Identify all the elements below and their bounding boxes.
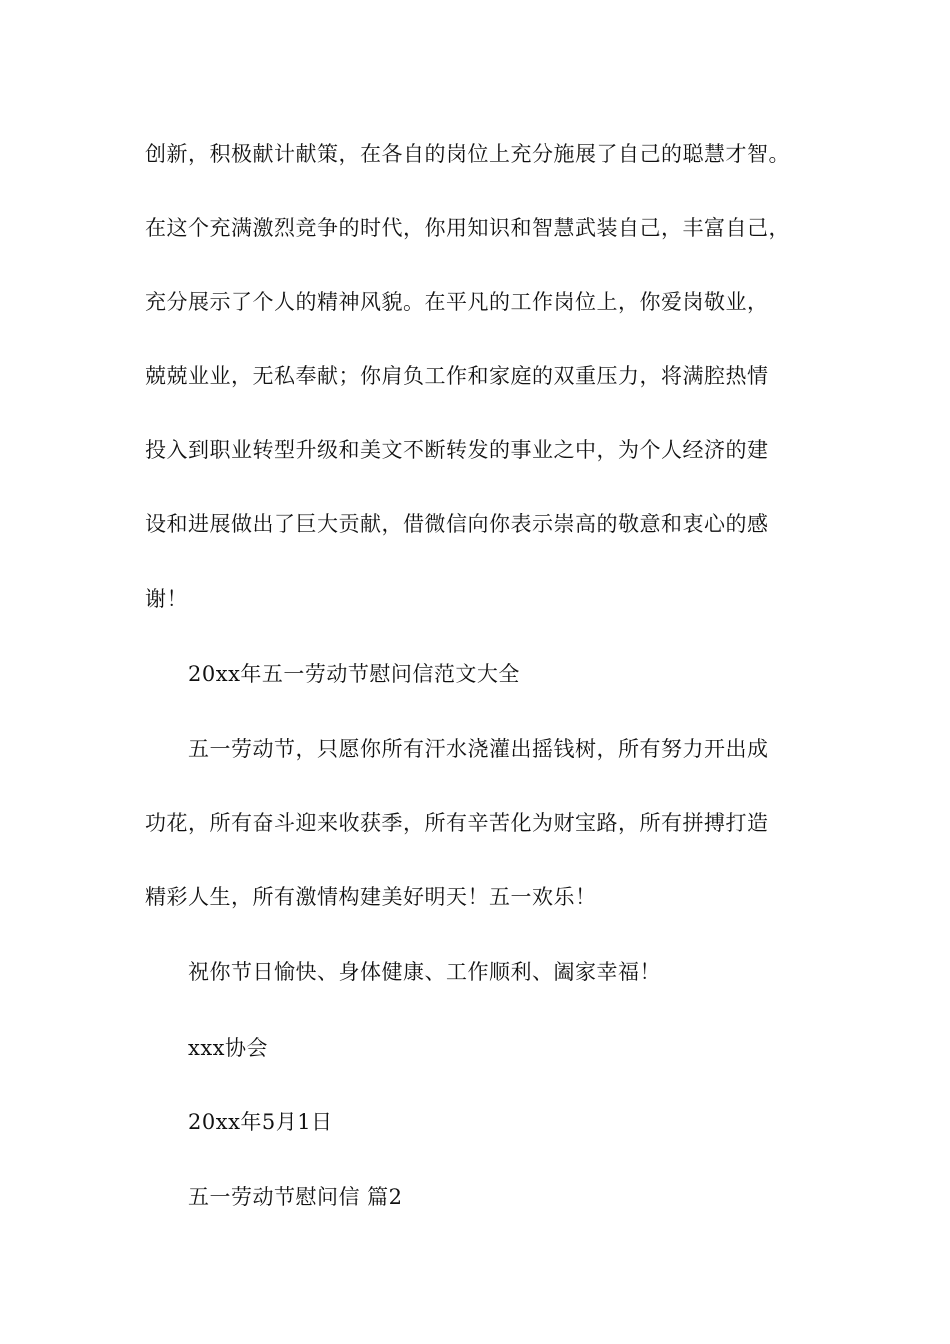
- date-line: 20xx年5月1日: [188, 1110, 333, 1134]
- wishes-line: 祝你节日愉快、身体健康、工作顺利、阖家幸福！: [188, 960, 661, 984]
- section-title: 20xx年五一劳动节慰问信范文大全: [188, 662, 520, 686]
- paragraph-line: 功花，所有奋斗迎来收获季，所有辛苦化为财宝路，所有拼搏打造: [145, 811, 769, 835]
- paragraph-line: 充分展示了个人的精神风貌。在平凡的工作岗位上，你爱岗敬业，: [145, 290, 769, 314]
- paragraph-line: 精彩人生，所有激情构建美好明天！五一欢乐！: [145, 885, 597, 909]
- signature: xxx协会: [188, 1036, 269, 1060]
- paragraph-line: 投入到职业转型升级和美文不断转发的事业之中，为个人经济的建: [145, 438, 769, 462]
- paragraph-line: 兢兢业业，无私奉献；你肩负工作和家庭的双重压力，将满腔热情: [145, 364, 769, 388]
- paragraph-line: 创新，积极献计献策，在各自的岗位上充分施展了自己的聪慧才智。: [145, 142, 790, 166]
- paragraph-line: 在这个充满激烈竞争的时代，你用知识和智慧武装自己，丰富自己，: [145, 216, 790, 240]
- paragraph-line: 五一劳动节，只愿你所有汗水浇灌出摇钱树，所有努力开出成: [188, 737, 769, 761]
- paragraph-line: 设和进展做出了巨大贡献，借微信向你表示崇高的敬意和衷心的感: [145, 512, 769, 536]
- paragraph-line: 谢！: [145, 587, 188, 611]
- next-heading: 五一劳动节慰问信 篇2: [188, 1185, 403, 1209]
